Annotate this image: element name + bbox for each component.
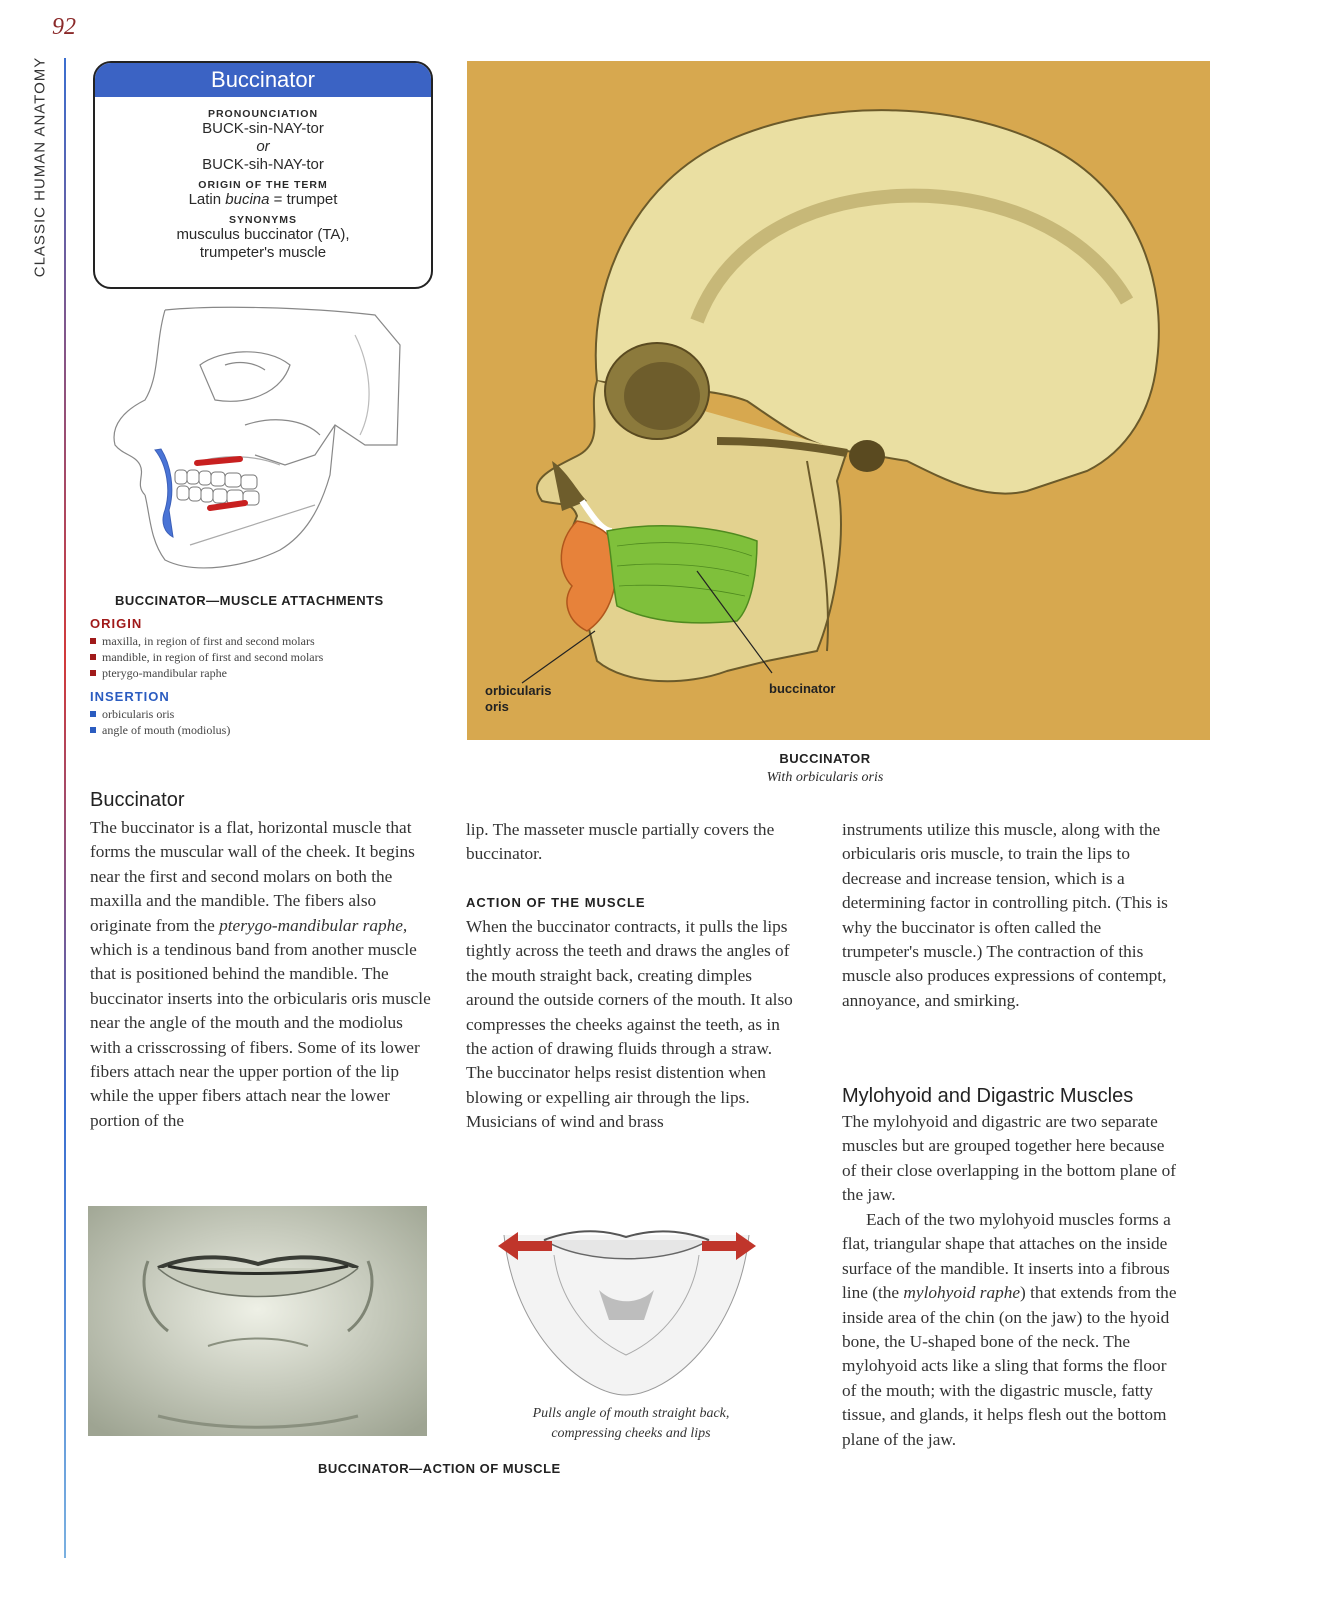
origin-term-label: ORIGIN OF THE TERM xyxy=(198,179,328,191)
info-box-title: Buccinator xyxy=(95,63,431,97)
lips-caption: Pulls angle of mouth straight back, compressing cheeks and lips xyxy=(532,1406,730,1441)
main-figure-subcaption: With orbicularis oris xyxy=(766,770,884,785)
list-item: pterygo-mandibular raphe xyxy=(90,665,410,681)
origin-mandible-marker xyxy=(210,503,245,508)
insertion-heading: INSERTION xyxy=(90,689,170,704)
synonym-1: musculus buccinator (TA), xyxy=(176,226,350,243)
list-item: maxilla, in region of first and second molars xyxy=(90,633,410,649)
list-item: angle of mouth (modiolus) xyxy=(90,722,410,738)
pronunciation-or: or xyxy=(256,138,270,155)
action-paragraph: When the buccinator contracts, it pulls the lips tightly across the teeth and draws the angles of the mouth straight back, creating dimples around the outside corners of the mouth. It also compresses the cheeks against the teeth, as in the action of drawing fluids through a straw. The buccinator helps resist distention when blowing or expelling air through the lips. Musicians of wind and brass xyxy=(466,917,793,1132)
origin-maxilla-marker xyxy=(197,459,240,463)
buccinator-paragraph-continued: lip. The masseter muscle partially covers the buccinator. xyxy=(466,820,775,864)
insertion-marker xyxy=(155,449,173,537)
origin-list xyxy=(90,633,410,681)
mylohyoid-paragraph-1: The mylohyoid and digastric are two separate muscles but are grouped together here because of their close overlapping in the bottom plane of the jaw. xyxy=(842,1112,1177,1205)
origin-term: Latin bucina = trumpet xyxy=(188,191,338,208)
buccinator-muscle xyxy=(607,526,757,623)
pronunciation-2: BUCK-sih-NAY-tor xyxy=(202,156,324,173)
page-number: 92 xyxy=(52,14,76,40)
buccinator-paragraph-col3: instruments utilize this muscle, along with the orbicularis oris muscle, to train the lips to decrease and increase tension, which is a determining factor in controlling pitch. (This is why the buccinator is often called the trumpeter's muscle.) The contraction of this muscle also produces expressions of contempt, annoyance, and smirking. xyxy=(842,820,1168,1010)
action-heading: ACTION OF THE MUSCLE xyxy=(466,895,646,910)
buccinator-skull-illustration xyxy=(467,61,1210,740)
skull-attachments-illustration xyxy=(105,305,405,585)
attachments-legend xyxy=(90,616,410,738)
pronunciation-label: PRONOUNCIATION xyxy=(207,108,319,120)
list-item: mandible, in region of first and second molars xyxy=(90,649,410,665)
attachments-caption: BUCCINATOR—MUSCLE ATTACHMENTS xyxy=(115,593,384,608)
label-buccinator: buccinator xyxy=(769,681,836,696)
label-orbicularis-oris: orbicularis oris xyxy=(485,683,552,714)
pronunciation-1: BUCK-sin-NAY-tor xyxy=(202,120,324,137)
synonym-2: trumpeter's muscle xyxy=(199,244,327,261)
origin-heading: ORIGIN xyxy=(90,616,143,631)
skull-drawing xyxy=(467,61,1210,740)
muscle-info-box xyxy=(93,61,433,289)
list-item: orbicularis oris xyxy=(90,706,410,722)
lips-action-illustration xyxy=(484,1195,769,1400)
running-head: CLASSIC HUMAN ANATOMY xyxy=(31,56,49,278)
section-heading-buccinator: Buccinator xyxy=(90,789,185,811)
synonyms-label: SYNONYMS xyxy=(228,214,298,226)
buccinator-paragraph-1: The buccinator is a flat, horizontal muscle that forms the muscular wall of the cheek. It begins near the first and second molars on both the maxilla and the mandible. The fibers also originate from the pterygo-mandibular raphe, which is a tendinous band from another muscle that is positioned behind the mandible. The buccinator inserts into the orbicularis oris muscle near the angle of the mouth and the modiolus with a crisscrossing of fibers. Some of its lower fibers attach near the upper portion of the lip while the upper fibers attach near the lower portion of the xyxy=(90,818,431,1130)
mouth-smirk-illustration xyxy=(88,1206,427,1436)
side-rule xyxy=(64,58,66,1558)
insertion-list xyxy=(90,706,410,738)
action-figure-caption: BUCCINATOR—ACTION OF MUSCLE xyxy=(318,1461,561,1476)
section-heading-mylohyoid: Mylohyoid and Digastric Muscles xyxy=(842,1085,1134,1107)
main-figure-caption: BUCCINATOR xyxy=(779,751,871,766)
mylohyoid-paragraph-2: Each of the two mylohyoid muscles forms a flat, triangular shape that attaches on the inside surface of the mandible. It inserts into a fibrous line (the mylohyoid raphe) that extends from the inside area of the chin (on the jaw) to the hyoid bone, the U-shaped bone of the neck. The mylohyoid acts like a sling that forms the floor of the mouth; with the digastric muscle, fatty tissue, and glands, it helps flesh out the bottom plane of the jaw. xyxy=(842,1210,1177,1449)
